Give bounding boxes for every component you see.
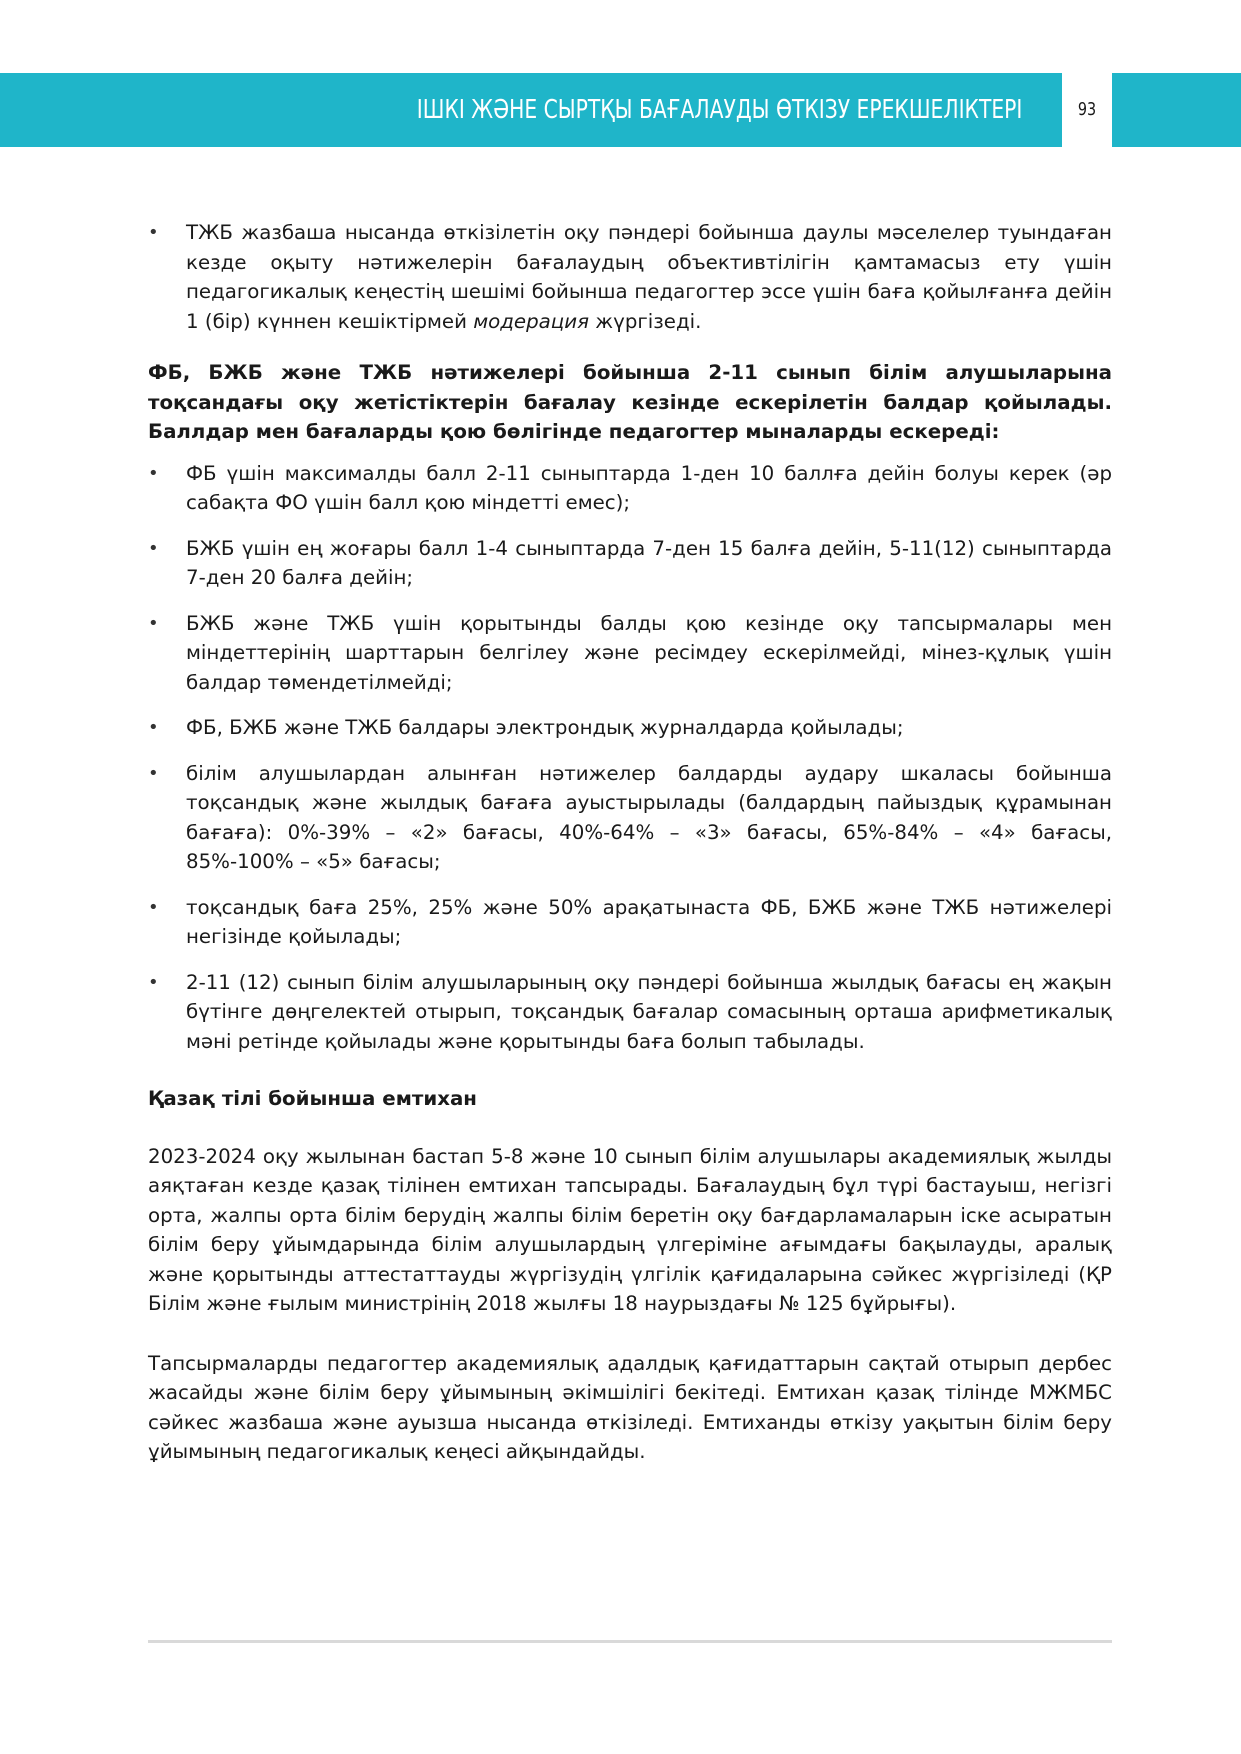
lead-paragraph: ФБ, БЖБ және ТЖБ нәтижелері бойынша 2-11 сынып білім алушыларына тоқсандағы оқу жетістіктерін бағалау кезінде ескерілетін балдар қойылады. Баллдар мен бағаларды қою бөлігінде педагогтер мыналарды ескереді:	[148, 361, 1112, 443]
body-paragraph: 2023-2024 оқу жылынан бастап 5-8 және 10 сынып білім алушылары академиялық жылды аяқтаған кезде қазақ тілінен емтихан тапсырады. Бағалаудың бұл түрі бастауыш, негізгі орта, жалпы орта білім берудің жалпы білім беретін оқу бағдарламаларын іске асыратын білім беру ұйымдарында білім алушылардың үлгеріміне ағымдағы бақылауды, аралық және қорытынды аттестаттауды жүргізудің үлгілік қағидаларына сәйкес жүргізіледі (ҚР Білім және ғылым министрінің 2018 жылғы 18 наурыздағы № 125 бұйрығы).	[148, 1144, 1112, 1315]
intro-bullet-text-before: ТЖБ жазбаша нысанда өткізілетін оқу пәндері бойынша даулы мәселелер туындаған кезде оқыту нәтижелерін бағалаудың объективтілігін қамтамасыз ету үшін педагогикалық кеңестің шешімі бойынша педагогтер эссе үшін баға қойылғанға дейін 1 (бір) күннен кешіктірмей	[186, 221, 1112, 333]
page-number: 93	[1077, 99, 1097, 120]
list-item: • ФБ үшін максималды балл 2-11 сыныптарда 1-ден 10 баллға дейін болуы керек (әр сабақта ФО үшін балл қою міндетті емес);	[148, 459, 1112, 518]
intro-bullet-emphasis: модерация	[473, 309, 590, 333]
list-item: • тоқсандық баға 25%, 25% және 50% арақатынаста ФБ, БЖБ және ТЖБ нәтижелері негізінде қойылады;	[148, 893, 1112, 952]
intro-bullet-list	[148, 218, 1112, 336]
intro-bullet	[148, 218, 1112, 336]
header-tab	[1112, 73, 1241, 147]
grading-bullet-list	[148, 459, 1112, 1057]
list-item: • білім алушылардан алынған нәтижелер балдарды аудару шкаласы бойынша тоқсандық және жылдық бағаға ауыстырылады (балдардың пайыздық құрамынан бағаға): 0%-39% – «2» бағасы, 40%-64% – «3» бағасы, 65%-84% – «4» бағасы, 85%-100% – «5» бағасы;	[148, 759, 1112, 877]
page-content	[148, 218, 1112, 1497]
list-item: • БЖБ үшін ең жоғары балл 1-4 сыныптарда 7-ден 15 балға дейін, 5-11(12) сыныптарда 7-ден 20 балға дейін;	[148, 534, 1112, 593]
section-heading: Қазақ тілі бойынша емтихан	[148, 1087, 477, 1110]
header-band	[0, 73, 1062, 147]
list-item: • 2-11 (12) сынып білім алушыларының оқу пәндері бойынша жылдық бағасы ең жақын бүтінге дөңгелектей отырып, тоқсандық бағалар сомасының орташа арифметикалық мәні ретінде қойылады және қорытынды баға болып табылады.	[148, 968, 1112, 1057]
running-header-title: ІШКІ ЖӘНЕ СЫРТҚЫ БАҒАЛАУДЫ ӨТКІЗУ ЕРЕКШЕЛІКТЕРІ	[416, 95, 1022, 125]
body-paragraph: Тапсырмаларды педагогтер академиялық адалдық қағидаттарын сақтай отырып дербес жасайды және білім беру ұйымының әкімшілігі бекітеді. Емтихан қазақ тілінде МЖМБС сәйкес жазбаша және ауызша нысанда өткізіледі. Емтиханды өткізу уақытын білім беру ұйымының педагогикалық кеңесі айқындайды.	[148, 1351, 1112, 1463]
list-item: • БЖБ және ТЖБ үшін қорытынды балды қою кезінде оқу тапсырмалары мен міндеттерінің шарттарын белгілеу және ресімдеу ескерілмейді, мінез-құлық үшін балдар төмендетілмейді;	[148, 609, 1112, 698]
intro-bullet-text-after: жүргізеді.	[589, 309, 702, 333]
list-item: • ФБ, БЖБ және ТЖБ балдары электрондық журналдарда қойылады;	[148, 713, 1112, 743]
footer-divider	[148, 1640, 1112, 1643]
